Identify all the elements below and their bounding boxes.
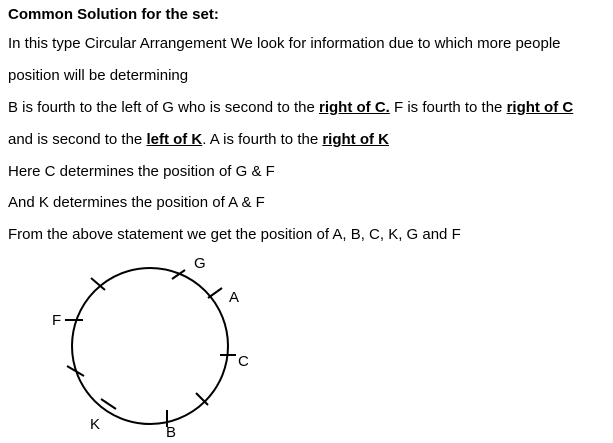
label-g: G bbox=[194, 255, 206, 272]
statement-text-3: and is second to the bbox=[8, 131, 147, 148]
circular-arrangement-diagram bbox=[0, 250, 300, 443]
solution-heading: Common Solution for the set: bbox=[8, 6, 219, 23]
tick-a bbox=[208, 288, 222, 298]
seat-ticks bbox=[65, 270, 236, 427]
highlight-right-of-c-1: right of C. bbox=[319, 99, 390, 116]
label-b: B bbox=[166, 424, 177, 441]
note-c-determines: Here C determines the position of G & F bbox=[8, 163, 275, 180]
intro-line-1: In this type Circular Arrangement We look for information due to which more people bbox=[8, 35, 561, 52]
label-f: F bbox=[52, 312, 62, 329]
statement-line-1 bbox=[8, 98, 573, 118]
label-a: A bbox=[229, 289, 240, 306]
statement-text-2: F is fourth to the bbox=[389, 99, 507, 116]
highlight-right-of-c-2: right of C bbox=[506, 99, 574, 116]
label-k: K bbox=[90, 416, 101, 433]
statement-line-2 bbox=[8, 130, 389, 150]
highlight-left-of-k: left of K bbox=[146, 131, 203, 148]
intro-line-2: position will be determining bbox=[8, 67, 189, 84]
statement-text-4: . A is fourth to the bbox=[202, 131, 323, 148]
conclusion-line: From the above statement we get the position of A, B, C, K, G and F bbox=[8, 226, 461, 243]
highlight-right-of-k: right of K bbox=[322, 131, 389, 148]
statement-text-1: B is fourth to the left of G who is second to the bbox=[8, 99, 320, 116]
note-k-determines: And K determines the position of A & F bbox=[8, 194, 265, 211]
label-c: C bbox=[238, 353, 249, 370]
